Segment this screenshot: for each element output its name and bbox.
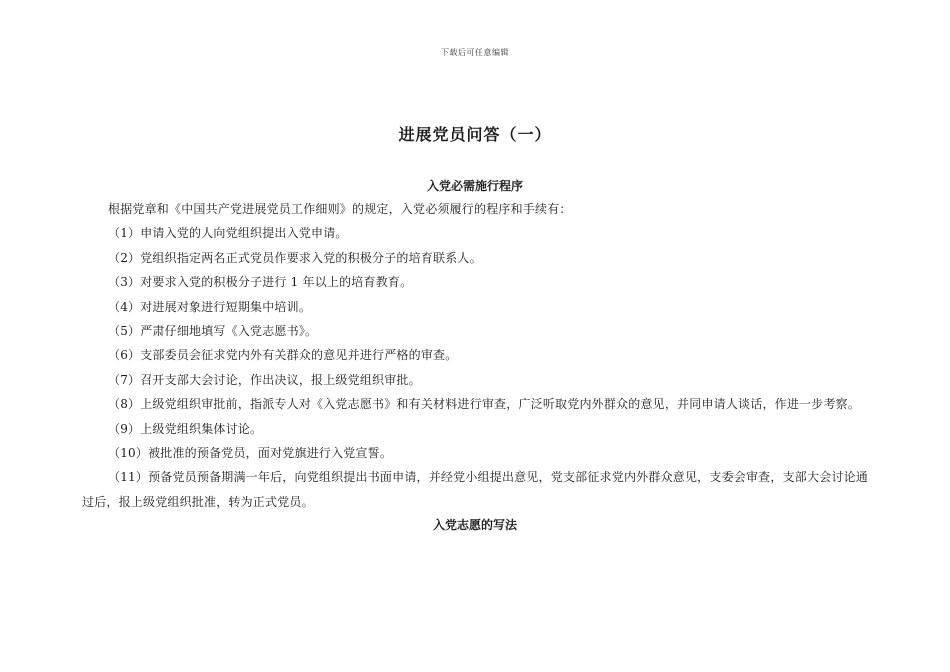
section-heading-application-letter: 入党志愿的写法 bbox=[432, 518, 517, 533]
paragraph-step-4: （4）对进展对象进行短期集中培训。 bbox=[108, 299, 312, 314]
document-title: 进展党员问答（一） bbox=[398, 125, 552, 144]
section-heading-procedure: 入党必需施行程序 bbox=[426, 179, 523, 193]
header-note: 下载后可任意编辑 bbox=[441, 48, 509, 57]
paragraph-step-6: （6）支部委员会征求党内外有关群众的意见并进行严格的审查。 bbox=[108, 348, 458, 363]
paragraph-step-5: （5）严肃仔细地填写《入党志愿书》。 bbox=[108, 324, 318, 339]
document-body bbox=[82, 175, 868, 536]
paragraph-step-8: （8）上级党组织审批前，指派专人对《入党志愿书》和有关材料进行审查，广泛听取党内外群众的意见，并同申请人谈话，作进一步考察。 bbox=[108, 397, 861, 412]
paragraph-step-11: （11）预备党员预备期满一年后，向党组织提出书面申请，并经党小组提出意见，党支部征求党内外群众意见，支委会审查，支部大会讨论通过后，报上级党组织批准，转为正式党员。 bbox=[82, 470, 868, 509]
paragraph-step-3: （3）对要求入党的积极分子进行 1 年以上的培育教育。 bbox=[108, 275, 413, 290]
paragraph-step-9: （9）上级党组织集体讨论。 bbox=[108, 421, 263, 436]
paragraph-step-10: （10）被批准的预备党员，面对党旗进行入党宣誓。 bbox=[108, 446, 393, 461]
paragraph-intro: 根据党章和《中国共产党进展党员工作细则》的规定，入党必须履行的程序和手续有： bbox=[108, 202, 572, 216]
paragraph-step-1: （1）申请入党的人向党组织提出入党申请。 bbox=[108, 226, 348, 241]
paragraph-step-2: （2）党组织指定两名正式党员作要求入党的积极分子的培育联系人。 bbox=[108, 250, 482, 265]
paragraph-step-7: （7）召开支部大会讨论，作出决议，报上级党组织审批。 bbox=[108, 372, 421, 387]
